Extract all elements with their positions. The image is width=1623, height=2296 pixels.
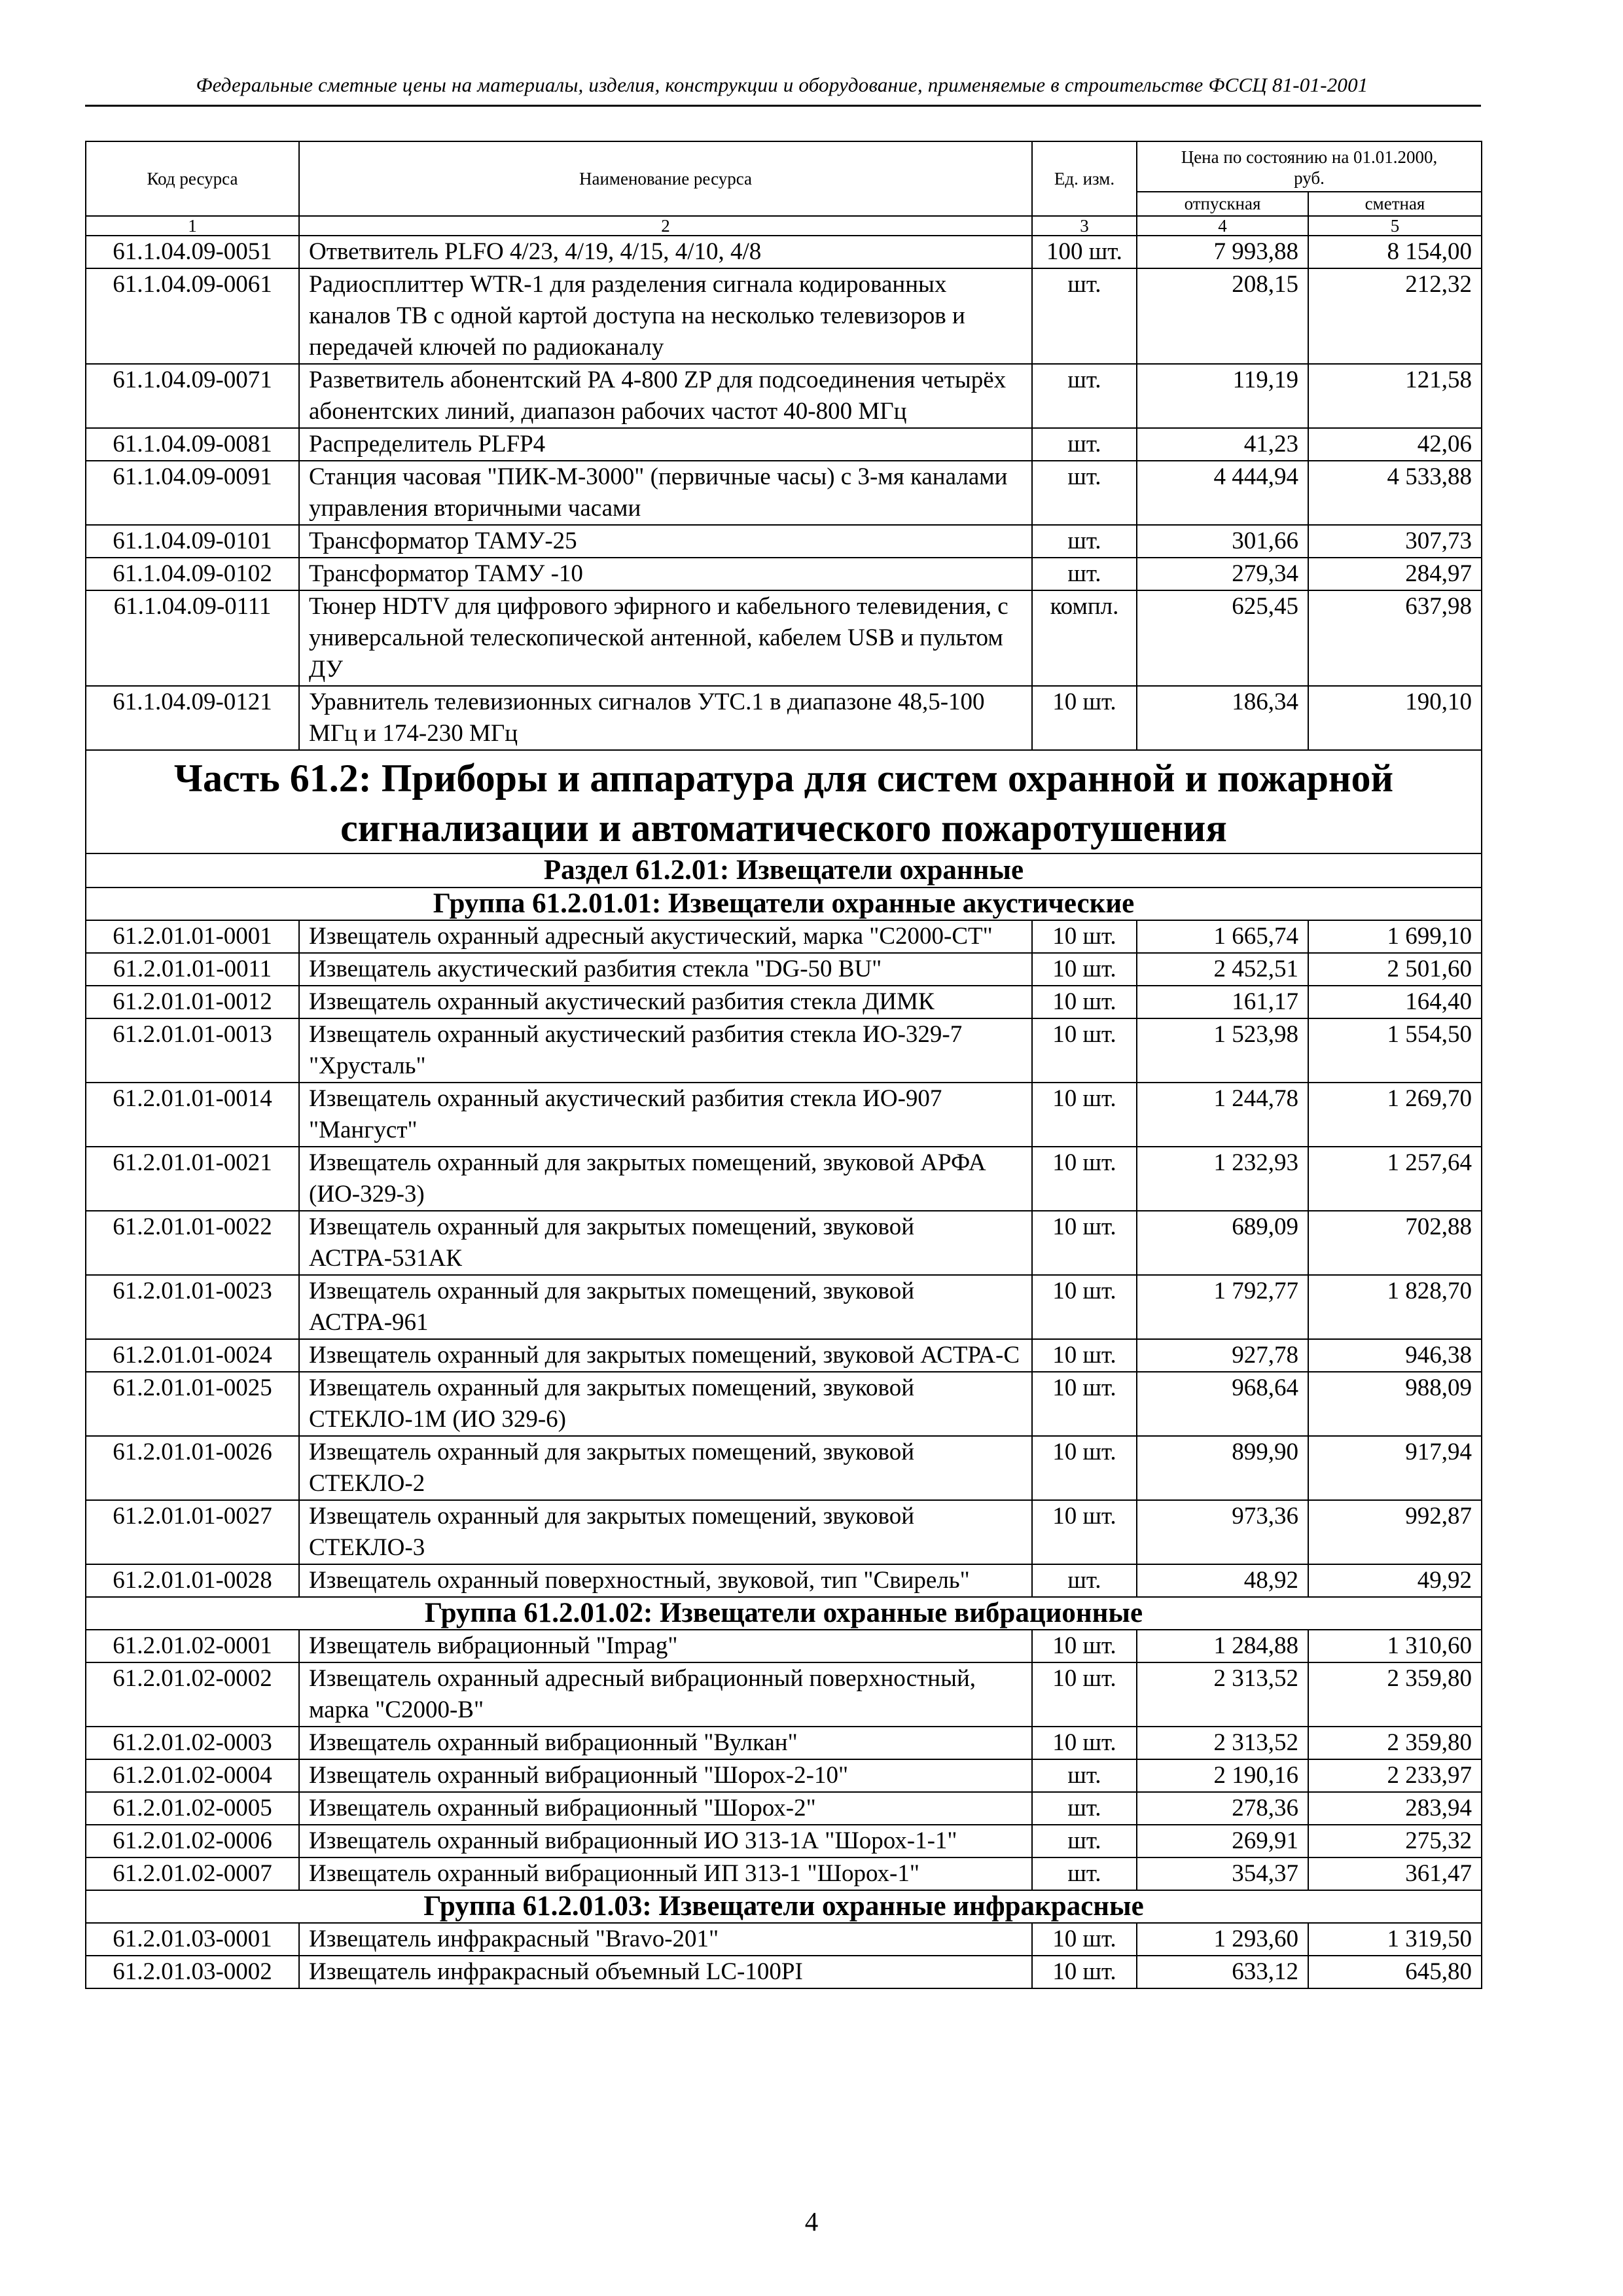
resource-name: Извещатель акустический разбития стекла "DG-50 BU" xyxy=(299,953,1032,986)
resource-name: Извещатель охранный для закрытых помещений, звуковой АРФА (ИО-329-3) xyxy=(299,1147,1032,1211)
release-price: 927,78 xyxy=(1137,1339,1308,1372)
resource-name: Извещатель охранный вибрационный "Шорох-2-10" xyxy=(299,1759,1032,1792)
estimate-price: 4 533,88 xyxy=(1308,461,1482,525)
resource-code: 61.2.01.01-0013 xyxy=(86,1018,299,1083)
resource-name: Извещатель инфракрасный "Bravo-201" xyxy=(299,1923,1032,1956)
resource-code: 61.2.01.02-0003 xyxy=(86,1727,299,1759)
estimate-price: 702,88 xyxy=(1308,1211,1482,1275)
unit-cell: 10 шт. xyxy=(1032,1727,1137,1759)
unit-cell: шт. xyxy=(1032,1792,1137,1825)
table-row xyxy=(86,236,1482,268)
resource-name: Извещатель охранный для закрытых помещений, звуковой СТЕКЛО-2 xyxy=(299,1436,1032,1500)
resource-code: 61.1.04.09-0102 xyxy=(86,558,299,590)
table-row xyxy=(86,1792,1482,1825)
resource-code: 61.2.01.02-0001 xyxy=(86,1630,299,1662)
estimate-price: 1 269,70 xyxy=(1308,1083,1482,1147)
resource-code: 61.2.01.02-0007 xyxy=(86,1857,299,1890)
group-title: Группа 61.2.01.01: Извещатели охранные акустические xyxy=(86,888,1482,920)
release-price: 119,19 xyxy=(1137,364,1308,428)
header-rule xyxy=(85,105,1481,107)
column-number-row xyxy=(86,216,1482,236)
column-number: 3 xyxy=(1032,216,1137,236)
table-row xyxy=(86,686,1482,750)
table-row xyxy=(86,1275,1482,1339)
unit-cell: 10 шт. xyxy=(1032,1275,1137,1339)
resource-name: Извещатель охранный для закрытых помещений, звуковой СТЕКЛО-3 xyxy=(299,1500,1032,1564)
part-row xyxy=(86,750,1482,853)
unit-cell: 10 шт. xyxy=(1032,686,1137,750)
group-row xyxy=(86,1890,1482,1923)
part-heading xyxy=(86,750,1482,920)
resource-code: 61.1.04.09-0061 xyxy=(86,268,299,364)
unit-cell: 100 шт. xyxy=(1032,236,1137,268)
price-table xyxy=(85,141,1482,1989)
estimate-price: 283,94 xyxy=(1308,1792,1482,1825)
release-price: 186,34 xyxy=(1137,686,1308,750)
table-row xyxy=(86,1083,1482,1147)
resource-code: 61.2.01.02-0004 xyxy=(86,1759,299,1792)
column-header-release: отпускная xyxy=(1137,192,1308,216)
table-row xyxy=(86,1147,1482,1211)
unit-cell: 10 шт. xyxy=(1032,1630,1137,1662)
group-row xyxy=(86,1597,1482,1630)
column-number: 2 xyxy=(299,216,1032,236)
estimate-price: 275,32 xyxy=(1308,1825,1482,1857)
resource-name: Ответвитель PLFO 4/23, 4/19, 4/15, 4/10, 4/8 xyxy=(299,236,1032,268)
release-price: 48,92 xyxy=(1137,1564,1308,1597)
estimate-price: 988,09 xyxy=(1308,1372,1482,1436)
unit-cell: 10 шт. xyxy=(1032,986,1137,1018)
rows-group-1 xyxy=(86,920,1482,1597)
release-price: 2 452,51 xyxy=(1137,953,1308,986)
rows-group-2 xyxy=(86,1630,1482,1890)
release-price: 4 444,94 xyxy=(1137,461,1308,525)
resource-name: Извещатель охранный поверхностный, звуковой, тип "Свирель" xyxy=(299,1564,1032,1597)
table-row xyxy=(86,268,1482,364)
resource-name: Извещатель охранный адресный вибрационный поверхностный, марка "С2000-В" xyxy=(299,1662,1032,1727)
release-price: 301,66 xyxy=(1137,525,1308,558)
unit-cell: 10 шт. xyxy=(1032,953,1137,986)
release-price: 279,34 xyxy=(1137,558,1308,590)
estimate-price: 1 319,50 xyxy=(1308,1923,1482,1956)
resource-name: Извещатель охранный адресный акустический, марка "С2000-СТ" xyxy=(299,920,1032,953)
unit-cell: шт. xyxy=(1032,1857,1137,1890)
unit-cell: шт. xyxy=(1032,1825,1137,1857)
estimate-price: 917,94 xyxy=(1308,1436,1482,1500)
table-row xyxy=(86,1923,1482,1956)
release-price: 2 190,16 xyxy=(1137,1759,1308,1792)
unit-cell: 10 шт. xyxy=(1032,1500,1137,1564)
resource-name: Трансформатор ТАМУ -10 xyxy=(299,558,1032,590)
estimate-price: 2 359,80 xyxy=(1308,1727,1482,1759)
resource-name: Извещатель охранный акустический разбития стекла ДИМК xyxy=(299,986,1032,1018)
unit-cell: шт. xyxy=(1032,1759,1137,1792)
table-row xyxy=(86,1857,1482,1890)
group-row xyxy=(86,888,1482,920)
unit-cell: 10 шт. xyxy=(1032,1372,1137,1436)
resource-name: Извещатель охранный вибрационный ИО 313-1А "Шорох-1-1" xyxy=(299,1825,1032,1857)
column-number: 5 xyxy=(1308,216,1482,236)
resource-code: 61.2.01.01-0011 xyxy=(86,953,299,986)
resource-code: 61.1.04.09-0101 xyxy=(86,525,299,558)
estimate-price: 49,92 xyxy=(1308,1564,1482,1597)
unit-cell: компл. xyxy=(1032,590,1137,686)
estimate-price: 212,32 xyxy=(1308,268,1482,364)
table-row xyxy=(86,1630,1482,1662)
table-row xyxy=(86,1339,1482,1372)
resource-code: 61.2.01.01-0024 xyxy=(86,1339,299,1372)
resource-name: Трансформатор ТАМУ-25 xyxy=(299,525,1032,558)
release-price: 625,45 xyxy=(1137,590,1308,686)
estimate-price: 1 699,10 xyxy=(1308,920,1482,953)
resource-code: 61.2.01.01-0021 xyxy=(86,1147,299,1211)
estimate-price: 361,47 xyxy=(1308,1857,1482,1890)
release-price: 278,36 xyxy=(1137,1792,1308,1825)
column-header-estimate: сметная xyxy=(1308,192,1482,216)
table-row xyxy=(86,1759,1482,1792)
resource-name: Уравнитель телевизионных сигналов УТС.1 в диапазоне 48,5-100 МГц и 174-230 МГц xyxy=(299,686,1032,750)
resource-name: Извещатель охранный акустический разбития стекла ИО-329-7 "Хрусталь" xyxy=(299,1018,1032,1083)
resource-code: 61.2.01.02-0006 xyxy=(86,1825,299,1857)
release-price: 968,64 xyxy=(1137,1372,1308,1436)
unit-cell: шт. xyxy=(1032,268,1137,364)
table-row xyxy=(86,428,1482,461)
resource-code: 61.1.04.09-0111 xyxy=(86,590,299,686)
resource-name: Извещатель охранный вибрационный ИП 313-1 "Шорох-1" xyxy=(299,1857,1032,1890)
unit-cell: 10 шт. xyxy=(1032,1147,1137,1211)
section-title: Раздел 61.2.01: Извещатели охранные xyxy=(86,853,1482,888)
resource-code: 61.2.01.01-0001 xyxy=(86,920,299,953)
unit-cell: шт. xyxy=(1032,1564,1137,1597)
column-header-price: Цена по состоянию на 01.01.2000, руб. xyxy=(1137,141,1482,192)
unit-cell: 10 шт. xyxy=(1032,1083,1137,1147)
table-row xyxy=(86,590,1482,686)
group-heading-2 xyxy=(86,1597,1482,1630)
part-title: Часть 61.2: Приборы и аппаратура для систем охранной и пожарной сигнализации и автоматического пожаротушения xyxy=(86,750,1482,853)
estimate-price: 645,80 xyxy=(1308,1956,1482,1988)
release-price: 689,09 xyxy=(1137,1211,1308,1275)
resource-name: Извещатель охранный вибрационный "Шорох-2" xyxy=(299,1792,1032,1825)
estimate-price: 2 233,97 xyxy=(1308,1759,1482,1792)
estimate-price: 1 310,60 xyxy=(1308,1630,1482,1662)
table-row xyxy=(86,1018,1482,1083)
unit-cell: 10 шт. xyxy=(1032,1339,1137,1372)
table-row xyxy=(86,1662,1482,1727)
table-row xyxy=(86,558,1482,590)
release-price: 7 993,88 xyxy=(1137,236,1308,268)
header-row xyxy=(86,141,1482,192)
table-row xyxy=(86,1372,1482,1436)
release-price: 2 313,52 xyxy=(1137,1662,1308,1727)
release-price: 1 665,74 xyxy=(1137,920,1308,953)
estimate-price: 2 501,60 xyxy=(1308,953,1482,986)
release-price: 1 523,98 xyxy=(1137,1018,1308,1083)
resource-code: 61.1.04.09-0091 xyxy=(86,461,299,525)
table-row xyxy=(86,461,1482,525)
resource-code: 61.2.01.01-0023 xyxy=(86,1275,299,1339)
resource-code: 61.2.01.01-0022 xyxy=(86,1211,299,1275)
rows-top xyxy=(86,236,1482,750)
resource-name: Извещатель охранный для закрытых помещений, звуковой АСТРА-531АК xyxy=(299,1211,1032,1275)
unit-cell: 10 шт. xyxy=(1032,1923,1137,1956)
table-row xyxy=(86,1211,1482,1275)
unit-cell: шт. xyxy=(1032,364,1137,428)
unit-cell: шт. xyxy=(1032,558,1137,590)
resource-code: 61.2.01.03-0001 xyxy=(86,1923,299,1956)
resource-name: Радиосплиттер WTR-1 для разделения сигнала кодированных каналов ТВ с одной картой доступа на несколько телевизоров и передачей ключей по радиоканалу xyxy=(299,268,1032,364)
table-row xyxy=(86,920,1482,953)
estimate-price: 42,06 xyxy=(1308,428,1482,461)
column-header-name: Наименование ресурса xyxy=(299,141,1032,216)
estimate-price: 8 154,00 xyxy=(1308,236,1482,268)
column-header-code: Код ресурса xyxy=(86,141,299,216)
running-header: Федеральные сметные цены на материалы, изделия, конструкции и оборудование, применяемые в строительстве ФССЦ 81-01-2001 xyxy=(196,73,1368,96)
resource-name: Извещатель инфракрасный объемный LC-100PI xyxy=(299,1956,1032,1988)
rows-group-3 xyxy=(86,1923,1482,1988)
estimate-price: 190,10 xyxy=(1308,686,1482,750)
release-price: 2 313,52 xyxy=(1137,1727,1308,1759)
estimate-price: 2 359,80 xyxy=(1308,1662,1482,1727)
resource-name: Распределитель PLFP4 xyxy=(299,428,1032,461)
table-row xyxy=(86,1500,1482,1564)
group-title: Группа 61.2.01.02: Извещатели охранные вибрационные xyxy=(86,1597,1482,1630)
estimate-price: 1 257,64 xyxy=(1308,1147,1482,1211)
table-row xyxy=(86,953,1482,986)
resource-name: Извещатель вибрационный "Impag" xyxy=(299,1630,1032,1662)
section-row xyxy=(86,853,1482,888)
resource-code: 61.1.04.09-0081 xyxy=(86,428,299,461)
resource-name: Разветвитель абонентский РА 4-800 ZP для подсоединения четырёх абонентских линий, диапазон рабочих частот 40-800 МГц xyxy=(299,364,1032,428)
unit-cell: шт. xyxy=(1032,428,1137,461)
estimate-price: 164,40 xyxy=(1308,986,1482,1018)
release-price: 41,23 xyxy=(1137,428,1308,461)
estimate-price: 1 828,70 xyxy=(1308,1275,1482,1339)
estimate-price: 992,87 xyxy=(1308,1500,1482,1564)
resource-code: 61.2.01.02-0005 xyxy=(86,1792,299,1825)
resource-name: Извещатель охранный акустический разбития стекла ИО-907 "Мангуст" xyxy=(299,1083,1032,1147)
resource-code: 61.2.01.02-0002 xyxy=(86,1662,299,1727)
column-header-unit: Ед. изм. xyxy=(1032,141,1137,216)
unit-cell: 10 шт. xyxy=(1032,1436,1137,1500)
estimate-price: 121,58 xyxy=(1308,364,1482,428)
page-number: 4 xyxy=(804,2206,819,2236)
release-price: 1 232,93 xyxy=(1137,1147,1308,1211)
table-row xyxy=(86,1825,1482,1857)
table-row xyxy=(86,1956,1482,1988)
estimate-price: 284,97 xyxy=(1308,558,1482,590)
resource-code: 61.2.01.01-0027 xyxy=(86,1500,299,1564)
unit-cell: 10 шт. xyxy=(1032,1211,1137,1275)
unit-cell: шт. xyxy=(1032,461,1137,525)
group-title: Группа 61.2.01.03: Извещатели охранные инфракрасные xyxy=(86,1890,1482,1923)
resource-code: 61.1.04.09-0121 xyxy=(86,686,299,750)
table-row xyxy=(86,986,1482,1018)
resource-name: Извещатель охранный для закрытых помещений, звуковой АСТРА-С xyxy=(299,1339,1032,1372)
resource-code: 61.2.01.01-0028 xyxy=(86,1564,299,1597)
estimate-price: 1 554,50 xyxy=(1308,1018,1482,1083)
release-price: 354,37 xyxy=(1137,1857,1308,1890)
release-price: 161,17 xyxy=(1137,986,1308,1018)
column-number: 1 xyxy=(86,216,299,236)
resource-name: Извещатель охранный для закрытых помещений, звуковой АСТРА-961 xyxy=(299,1275,1032,1339)
unit-cell: 10 шт. xyxy=(1032,1662,1137,1727)
resource-name: Станция часовая "ПИК-М-3000" (первичные часы) с 3-мя каналами управления вторичными часами xyxy=(299,461,1032,525)
resource-code: 61.2.01.01-0014 xyxy=(86,1083,299,1147)
unit-cell: шт. xyxy=(1032,525,1137,558)
resource-name: Извещатель охранный для закрытых помещений, звуковой СТЕКЛО-1М (ИО 329-6) xyxy=(299,1372,1032,1436)
table-row xyxy=(86,1436,1482,1500)
resource-code: 61.2.01.01-0026 xyxy=(86,1436,299,1500)
release-price: 633,12 xyxy=(1137,1956,1308,1988)
release-price: 269,91 xyxy=(1137,1825,1308,1857)
release-price: 208,15 xyxy=(1137,268,1308,364)
release-price: 1 284,88 xyxy=(1137,1630,1308,1662)
release-price: 1 244,78 xyxy=(1137,1083,1308,1147)
table-row xyxy=(86,1564,1482,1597)
resource-code: 61.2.01.03-0002 xyxy=(86,1956,299,1988)
resource-code: 61.1.04.09-0071 xyxy=(86,364,299,428)
release-price: 973,36 xyxy=(1137,1500,1308,1564)
column-number: 4 xyxy=(1137,216,1308,236)
estimate-price: 946,38 xyxy=(1308,1339,1482,1372)
resource-code: 61.2.01.01-0012 xyxy=(86,986,299,1018)
table-row xyxy=(86,1727,1482,1759)
resource-code: 61.2.01.01-0025 xyxy=(86,1372,299,1436)
estimate-price: 307,73 xyxy=(1308,525,1482,558)
release-price: 899,90 xyxy=(1137,1436,1308,1500)
table-row xyxy=(86,364,1482,428)
unit-cell: 10 шт. xyxy=(1032,920,1137,953)
resource-name: Тюнер HDTV для цифрового эфирного и кабельного телевидения, с универсальной телескопической антенной, кабелем USB и пультом ДУ xyxy=(299,590,1032,686)
estimate-price: 637,98 xyxy=(1308,590,1482,686)
release-price: 1 792,77 xyxy=(1137,1275,1308,1339)
release-price: 1 293,60 xyxy=(1137,1923,1308,1956)
resource-name: Извещатель охранный вибрационный "Вулкан" xyxy=(299,1727,1032,1759)
unit-cell: 10 шт. xyxy=(1032,1018,1137,1083)
resource-code: 61.1.04.09-0051 xyxy=(86,236,299,268)
unit-cell: 10 шт. xyxy=(1032,1956,1137,1988)
group-heading-3 xyxy=(86,1890,1482,1923)
table-row xyxy=(86,525,1482,558)
